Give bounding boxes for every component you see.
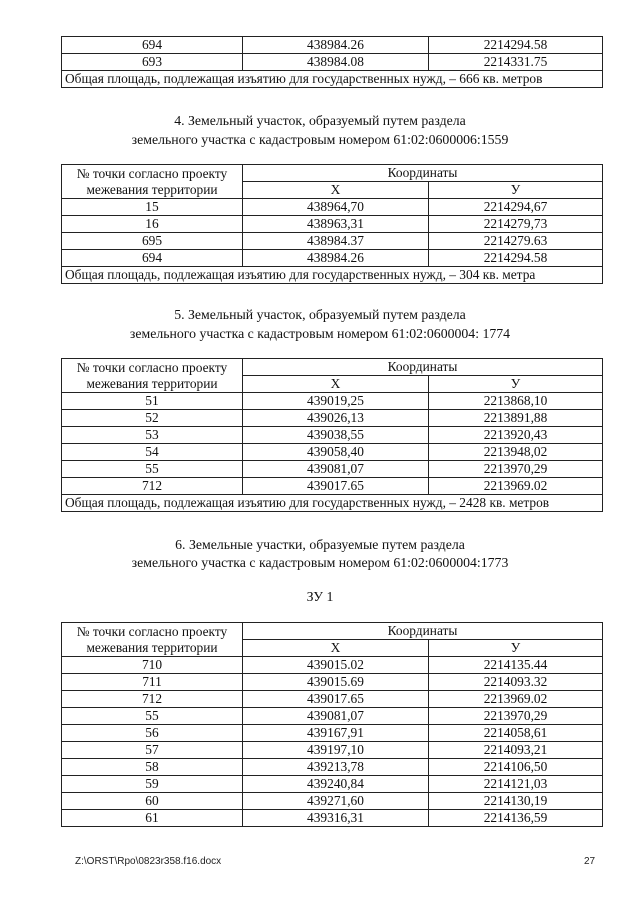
y-coordinate-cell: 2213868,10 <box>429 393 603 410</box>
table-row <box>62 708 603 725</box>
point-number-cell: 60 <box>62 793 243 810</box>
y-coordinate-cell: 2214093,21 <box>429 742 603 759</box>
table-row <box>62 216 603 233</box>
table-row <box>62 444 603 461</box>
x-coordinate-cell: 439015.69 <box>243 674 429 691</box>
y-coordinate-cell: 2214294.58 <box>429 250 603 267</box>
y-coordinate-cell: 2214279,73 <box>429 216 603 233</box>
point-number-cell: 61 <box>62 810 243 827</box>
point-number-cell: 58 <box>62 759 243 776</box>
table-row <box>62 427 603 444</box>
section-4-title: 4. Земельный участок, образуемый путем раздела <box>174 113 466 128</box>
x-coordinate-cell: 439167,91 <box>243 725 429 742</box>
table-row <box>62 410 603 427</box>
x-coordinate-cell: 439058,40 <box>243 444 429 461</box>
point-number-cell: 710 <box>62 657 243 674</box>
table-row <box>62 742 603 759</box>
x-coordinate-cell: 439017.65 <box>243 478 429 495</box>
x-coordinate-cell: 439017.65 <box>243 691 429 708</box>
y-coordinate-cell: 2214294.58 <box>429 37 603 54</box>
x-coordinate-cell: 438964,70 <box>243 199 429 216</box>
coordinates-table-continued <box>61 36 603 88</box>
x-coordinate-cell: 438984.08 <box>243 54 429 71</box>
table-row <box>62 759 603 776</box>
total-area-text: Общая площадь, подлежащая изъятию для государственных нужд, – 2428 кв. метров <box>62 495 603 512</box>
y-coordinate-cell: 2214294,67 <box>429 199 603 216</box>
y-coordinate-cell: 2214121,03 <box>429 776 603 793</box>
table-row <box>62 810 603 827</box>
x-header: X <box>243 640 429 657</box>
footer-page-number: 27 <box>584 856 596 867</box>
section-4-subtitle: земельного участка с кадастровым номером 61:02:0600006:1559 <box>131 132 509 147</box>
point-number-cell: 694 <box>62 250 243 267</box>
point-number-cell: 16 <box>62 216 243 233</box>
y-header: У <box>429 182 603 199</box>
y-coordinate-cell: 2213970,29 <box>429 708 603 725</box>
total-area-text: Общая площадь, подлежащая изъятию для государственных нужд, – 666 кв. метров <box>62 71 603 88</box>
table-row <box>62 54 603 71</box>
coordinates-header: Координаты <box>243 165 603 182</box>
table-header-row <box>62 165 603 182</box>
table-row <box>62 37 603 54</box>
x-coordinate-cell: 438984.26 <box>243 37 429 54</box>
section-6-subtitle: земельного участка с кадастровым номером 61:02:0600004:1773 <box>131 555 509 570</box>
y-coordinate-cell: 2213920,43 <box>429 427 603 444</box>
y-coordinate-cell: 2214136,59 <box>429 810 603 827</box>
point-number-cell: 53 <box>62 427 243 444</box>
x-header: X <box>243 376 429 393</box>
table-header-row <box>62 359 603 376</box>
total-area-row <box>62 71 603 88</box>
table-row <box>62 461 603 478</box>
total-area-row <box>62 267 603 284</box>
footer-file-path: Z:\ORST\Rpo\0823r358.f16.docx <box>75 856 222 867</box>
table-row <box>62 691 603 708</box>
point-number-cell: 693 <box>62 54 243 71</box>
point-number-cell: 57 <box>62 742 243 759</box>
coordinates-header: Координаты <box>243 359 603 376</box>
table-row <box>62 233 603 250</box>
x-coordinate-cell: 439316,31 <box>243 810 429 827</box>
y-coordinate-cell: 2213969.02 <box>429 691 603 708</box>
x-header: X <box>243 182 429 199</box>
x-coordinate-cell: 439081,07 <box>243 461 429 478</box>
x-coordinate-cell: 439213,78 <box>243 759 429 776</box>
x-coordinate-cell: 439197,10 <box>243 742 429 759</box>
point-number-cell: 711 <box>62 674 243 691</box>
point-number-cell: 15 <box>62 199 243 216</box>
section-5-title: 5. Земельный участок, образуемый путем раздела <box>174 307 466 322</box>
point-number-cell: 52 <box>62 410 243 427</box>
x-coordinate-cell: 439271,60 <box>243 793 429 810</box>
x-coordinate-cell: 439019,25 <box>243 393 429 410</box>
y-coordinate-cell: 2213948,02 <box>429 444 603 461</box>
x-coordinate-cell: 439026,13 <box>243 410 429 427</box>
point-number-header: № точки согласно проекту межевания территории <box>62 165 243 199</box>
table-row <box>62 776 603 793</box>
table-row <box>62 199 603 216</box>
point-number-cell: 51 <box>62 393 243 410</box>
table-row <box>62 793 603 810</box>
point-number-cell: 54 <box>62 444 243 461</box>
zu-1-label: ЗУ 1 <box>306 589 334 604</box>
x-coordinate-cell: 439240,84 <box>243 776 429 793</box>
y-coordinate-cell: 2214279.63 <box>429 233 603 250</box>
y-coordinate-cell: 2214331.75 <box>429 54 603 71</box>
point-number-cell: 56 <box>62 725 243 742</box>
total-area-row <box>62 495 603 512</box>
y-header: У <box>429 640 603 657</box>
table-row <box>62 725 603 742</box>
table-row <box>62 478 603 495</box>
coordinates-table-section-5 <box>61 358 603 512</box>
point-number-cell: 59 <box>62 776 243 793</box>
y-coordinate-cell: 2214093.32 <box>429 674 603 691</box>
table-row <box>62 393 603 410</box>
table-row <box>62 674 603 691</box>
point-number-cell: 694 <box>62 37 243 54</box>
point-number-cell: 55 <box>62 708 243 725</box>
y-coordinate-cell: 2214135.44 <box>429 657 603 674</box>
x-coordinate-cell: 439038,55 <box>243 427 429 444</box>
point-number-header: № точки согласно проекту межевания территории <box>62 623 243 657</box>
y-coordinate-cell: 2213970,29 <box>429 461 603 478</box>
section-6-title: 6. Земельные участки, образуемые путем раздела <box>175 537 465 552</box>
table-row <box>62 657 603 674</box>
x-coordinate-cell: 439081,07 <box>243 708 429 725</box>
y-coordinate-cell: 2214058,61 <box>429 725 603 742</box>
x-coordinate-cell: 438963,31 <box>243 216 429 233</box>
y-coordinate-cell: 2214130,19 <box>429 793 603 810</box>
table-header-row <box>62 623 603 640</box>
coordinates-header: Координаты <box>243 623 603 640</box>
y-coordinate-cell: 2213891,88 <box>429 410 603 427</box>
x-coordinate-cell: 438984.26 <box>243 250 429 267</box>
table-row <box>62 250 603 267</box>
point-number-header: № точки согласно проекту межевания территории <box>62 359 243 393</box>
point-number-cell: 712 <box>62 478 243 495</box>
total-area-text: Общая площадь, подлежащая изъятию для государственных нужд, – 304 кв. метра <box>62 267 603 284</box>
point-number-cell: 712 <box>62 691 243 708</box>
coordinates-table-zu-1 <box>61 622 603 827</box>
x-coordinate-cell: 439015.02 <box>243 657 429 674</box>
point-number-cell: 695 <box>62 233 243 250</box>
y-coordinate-cell: 2213969.02 <box>429 478 603 495</box>
point-number-cell: 55 <box>62 461 243 478</box>
y-coordinate-cell: 2214106,50 <box>429 759 603 776</box>
y-header: У <box>429 376 603 393</box>
x-coordinate-cell: 438984.37 <box>243 233 429 250</box>
coordinates-table-section-4 <box>61 164 603 284</box>
section-5-subtitle: земельного участка с кадастровым номером 61:02:0600004: 1774 <box>129 326 511 341</box>
